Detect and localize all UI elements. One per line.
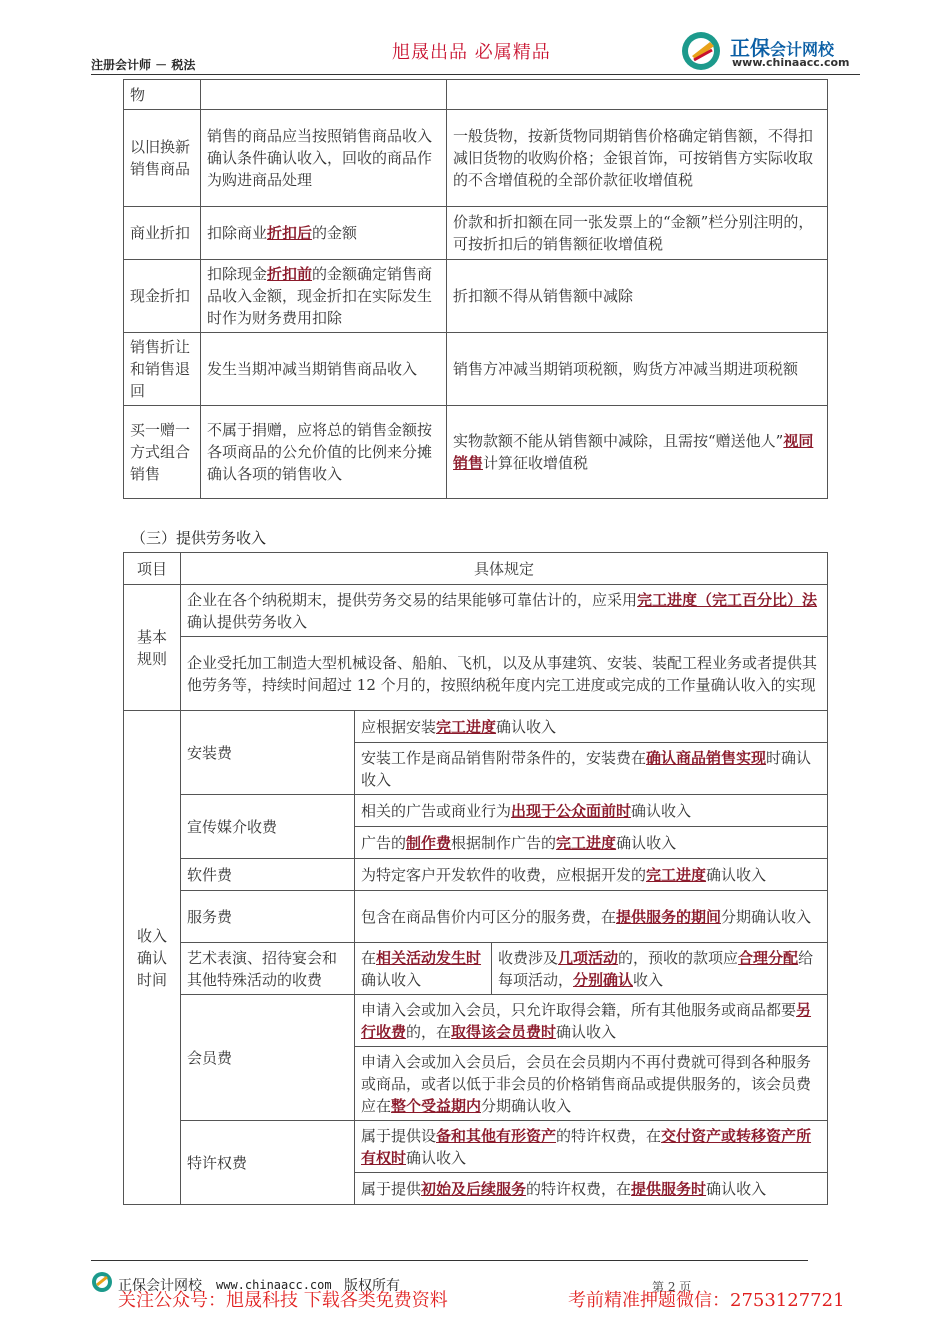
software-rule [355,859,828,891]
section-title: （三）提供劳务收入 [131,529,267,547]
text-segment: 发生当期冲减当期销售商品收入 [207,360,418,378]
basic-rules-label: 基本规则 [124,585,181,711]
tax-cell [447,80,828,110]
emphasis-text: 折扣后 [267,224,313,242]
tax-cell [447,406,828,499]
table-header-row [124,553,828,585]
emphasis-text: 确认商品销售实现 [646,748,767,767]
text-segment: 为特定客户开发软件的收费，应根据开发的 [361,865,647,884]
doc-subject-title: 注册会计师 － 税法 [91,58,196,72]
text-segment: 扣除商业 [207,224,268,242]
emphasis-text: 相关活动发生时 [376,948,482,967]
emphasis-text: 合理分配 [738,948,799,967]
text-segment: 折扣额不得从销售额中减除 [453,287,634,305]
logo-url: www.chinaacc.com [732,56,850,69]
emphasis-text: 制作费 [406,833,452,852]
text-segment: 确认提供劳务收入 [187,612,308,631]
row-label: 商业折扣 [124,207,201,260]
text-segment: 销售的商品应当按照销售商品收入确认条件确认收入，回收的商品作为购进商品处理 [207,127,433,189]
footer-url: www.chinaacc.com [216,1278,332,1292]
emphasis-text: 折扣前 [267,265,313,283]
logo-name: 正保会计网校 [730,36,835,60]
row-label: 以旧换新销售商品 [124,110,201,207]
emphasis-text: 分别确认 [573,970,634,989]
text-segment: 企业受托加工制造大型机械设备、船舶、飞机，以及从事建筑、安装、装配工程业务或者提供其他劳务等，持续时间超过 12 个月的，按照纳税年度内完工进度或完成的工作量确认收入的实现 [187,653,818,694]
text-segment: 的，在 [406,1022,452,1041]
media-rule-2 [355,827,828,859]
emphasis-text: 另行收费 [361,1000,812,1041]
emphasis-text: 初始及后续服务 [421,1179,527,1198]
table-row [124,80,828,110]
service-rule [355,891,828,943]
category-install: 安装费 [181,711,355,795]
emphasis-text: 取得该会员费时 [451,1022,557,1041]
media-rule-1 [355,795,828,827]
rule-cell [201,406,447,499]
table-row [124,260,828,333]
install-rule-1 [355,711,828,743]
text-segment: 安装工作是商品销售附带条件的，安装费在 [361,748,647,767]
table-row [124,406,828,499]
rule-cell [201,207,447,260]
text-segment: 确认收入 [556,1022,617,1041]
emphasis-text: 整个受益期内 [391,1096,482,1115]
text-segment: 分期确认收入 [721,907,812,926]
table-row [124,995,828,1047]
text-segment: 申请入会或加入会员后，会员在会员期内不再付费就可得到各种服务或商品，或者以低于非会员的价格销售商品或提供服务的，该会员费应在 [361,1052,812,1115]
text-segment: 相关的广告或商业行为 [361,801,512,820]
text-segment: 包含在商品售价内可区分的服务费，在 [361,907,617,926]
basic-rule-1 [181,585,828,637]
emphasis-text: 完工进度（完工百分比）法 [637,590,818,609]
sales-method-table [123,79,828,499]
text-segment: 确认收入 [616,833,677,852]
text-segment: 广告的 [361,833,407,852]
text-segment: 收费涉及 [498,948,559,967]
emphasis-text: 提供服务时 [631,1179,707,1198]
text-segment: 企业在各个纳税期末，提供劳务交易的结果能够可靠估计的，应采用 [187,590,638,609]
text-segment: 时确认收入 [361,748,812,789]
text-segment: 根据制作广告的 [451,833,557,852]
text-segment: 确认收入 [406,1148,467,1167]
text-segment: 的特许权费，在 [526,1179,632,1198]
emphasis-text: 完工进度 [556,833,617,852]
text-segment: 价款和折扣额在同一张发票上的“金额”栏分别注明的，可按折扣后的销售额征收增值税 [453,213,814,253]
text-segment: 一般货物，按新货物同期销售价格确定销售额，不得扣减旧货物的收购价格；金银首饰，可按销售方实际收取的不含增值税的全部价款征收增值税 [453,127,814,189]
table-row [124,585,828,637]
tax-cell [447,207,828,260]
text-segment: 申请入会或加入会员，只允许取得会籍，所有其他服务或商品都要 [361,1000,797,1019]
footer-rights: 版权所有 [344,1278,400,1294]
promo-wechat-account: 关注公众号：旭晟科技 下载各类免费资料 [118,1290,448,1311]
category-service: 服务费 [181,891,355,943]
header-slogan: 旭晟出品 必属精品 [392,42,551,63]
text-segment: 给每项活动， [498,948,814,989]
table-row [124,110,828,207]
recognition-time-label: 收入确认时间 [124,711,181,1205]
category-media: 宣传媒介收费 [181,795,355,859]
category-art: 艺术表演、招待宴会和其他特殊活动的收费 [181,943,355,995]
text-segment: 收入 [633,970,664,989]
header-item: 项目 [124,553,181,585]
table-row [124,637,828,711]
emphasis-text: 完工进度 [436,717,497,736]
text-segment: 的特许权费，在 [556,1126,662,1145]
text-segment: 确认收入 [706,865,767,884]
table-row [124,711,828,743]
logo-mark-icon [680,30,726,72]
row-label: 现金折扣 [124,260,201,333]
text-segment: 的，预收的款项应 [618,948,739,967]
emphasis-text: 交付资产或转移资产所有权时 [361,1126,812,1167]
rule-cell [201,80,447,110]
text-segment: 的金额 [312,224,358,242]
table-row [124,943,828,995]
service-income-table [123,552,828,1205]
text-segment: 分期确认收入 [481,1096,572,1115]
header-rule: 具体规定 [181,553,828,585]
tax-cell [447,260,828,333]
text-segment: 计算征收增值税 [483,454,589,472]
text-segment: 实物款额不能从销售额中减除，且需按“赠送他人” [453,432,784,450]
text-segment: 销售方冲减当期销项税额，购货方冲减当期进项税额 [453,360,799,378]
member-rule-1 [355,995,828,1047]
rule-cell [201,333,447,406]
emphasis-text: 完工进度 [646,865,707,884]
row-label: 物 [124,80,201,110]
header-divider [91,74,860,75]
category-franchise: 特许权费 [181,1121,355,1205]
text-segment: 确认收入 [706,1179,767,1198]
row-label: 买一赠一方式组合销售 [124,406,201,499]
rule-cell [201,260,447,333]
text-segment: 确认收入 [496,717,557,736]
footer-divider [91,1260,808,1261]
table-row [124,1121,828,1173]
emphasis-text: 几项活动 [558,948,619,967]
text-segment: 不属于捐赠，应将总的销售金额按各项商品的公允价值的比例来分摊确认各项的销售收入 [207,421,433,483]
category-member: 会员费 [181,995,355,1121]
text-segment: 的金额确定销售商品收入金额，现金折扣在实际发生时作为财务费用扣除 [207,265,433,327]
text-segment: 属于提供 [361,1179,422,1198]
table-row [124,795,828,827]
table-row [124,333,828,406]
emphasis-text: 备和其他有形资产 [436,1126,557,1145]
text-segment: 应根据安装 [361,717,437,736]
tax-cell [447,333,828,406]
text-segment: 确认收入 [361,970,422,989]
text-segment: 确认收入 [631,801,692,820]
table-row [124,859,828,891]
member-rule-2 [355,1047,828,1121]
footer-logo-icon [91,1271,113,1293]
footer-brand: 正保会计网校 [118,1278,202,1294]
basic-rule-2 [181,637,828,711]
chinaacc-logo [680,30,870,74]
row-label: 销售折让和销售退回 [124,333,201,406]
emphasis-text: 视同销售 [453,432,814,472]
tax-cell [447,110,828,207]
table-row [124,207,828,260]
table-row [124,891,828,943]
emphasis-text: 出现于公众面前时 [511,801,632,820]
category-software: 软件费 [181,859,355,891]
franchise-rule-1 [355,1121,828,1173]
text-segment: 在 [361,948,377,967]
emphasis-text: 提供服务的期间 [616,907,722,926]
art-rule-2 [492,943,828,995]
page-number: 第 2 页 [652,1280,692,1294]
franchise-rule-2 [355,1173,828,1205]
rule-cell [201,110,447,207]
text-segment: 扣除现金 [207,265,268,283]
text-segment: 属于提供设 [361,1126,437,1145]
promo-wechat-contact: 考前精准押题微信：2753127721 [568,1290,845,1311]
art-rule-1 [355,943,492,995]
install-rule-2 [355,743,828,795]
